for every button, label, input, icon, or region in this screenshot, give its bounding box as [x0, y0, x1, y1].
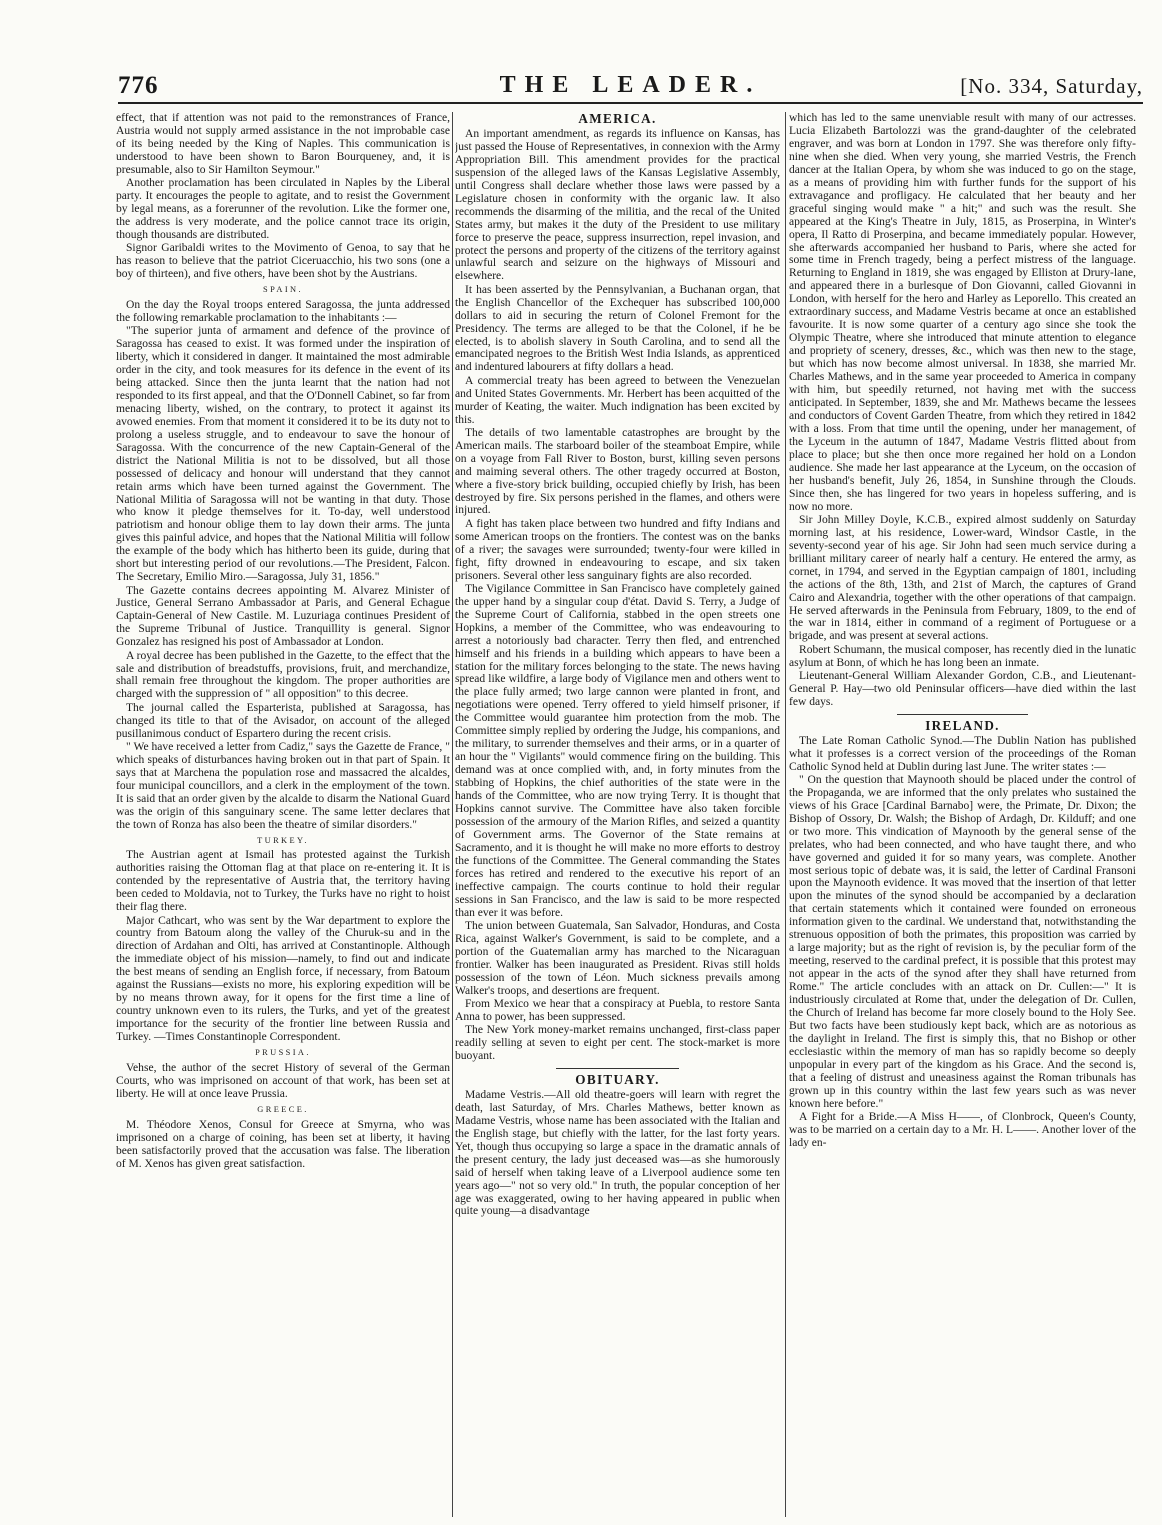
paragraph: A royal decree has been published in the Gazette, to the effect that the sale and distribution of breadstuffs, provisions, fruit, and merchandize, shall remain free throughout the kingdom. The proper authorities are charged with the suppression of " all opposition" to this decree. [116, 649, 450, 701]
section-divider [897, 714, 1029, 715]
paragraph: Sir John Milley Doyle, K.C.B., expired almost suddenly on Saturday morning last, at his residence, Lower-ward, Windsor Castle, in the seventy-second year of his age. Sir John had seen much service during a brilliant military career of nearly half a century. He entered the army, as cornet, in 1794, and served in the Egyptian campaign of 1801, including the actions of the 8th, 13th, and 21st of March, the captures of Grand Cairo and Alexandria, together with the other operations of that campaign. He served afterwards in the Peninsula from February, 1809, to the end of the war in 1814, either in command of a regiment of Portuguese or a brigade, and was present at several actions. [789, 513, 1136, 643]
section-subheading-turkey: TURKEY. [257, 835, 309, 845]
section-subheading-spain: SPAIN. [263, 284, 303, 294]
paragraph: Another proclamation has been circulated in Naples by the Liberal party. It encourages the people to agitate, and to resist the Government by legal means, as a forerunner of the revolution. Like the former one, the address is very moderate, and the police cannot trace its origin, though thousands are distributed. [116, 177, 450, 241]
paragraph: The Vigilance Committee in San Francisco have completely gained the upper hand by a singular coup d'état. David S. Terry, a Judge of the Supreme Court of California, stabbed in the open streets one Hopkins, a member of the Committee, who was endeavouring to arrest a notoriously bad character. Terry then fled, and entrenched himself and his friends in a building which appears to have been a station for the military forces belonging to the state. The news having spread like wildfire, a large body of Vigilance men and others went to the place fully armed; two large cannon were planted in front, and negotiations were opened. Terry offered to yield himself prisoner, if the Committee would guarantee him protection from the mob. The Committee simply replied by ordering the Judge, his companions, and the military, to surrender themselves and their arms, or in a quarter of an hour the " Vigilants" would commence firing on the building. This demand was at once complied with, and, in forty minutes from the stabbing of Hopkins, the chief authorities of the state were in the hands of the Committee, who are now trying Terry. It is thought that Hopkins cannot survive. The Committee have also taken forcible possession of the armoury of the Marion Rifles, and seized a quantity of Government arms. The Governor of the State remains at Sacramento, and it is thought he will make no more efforts to destroy the functions of the Committee. The General commanding the States forces has retired and rendered to the executive his report of an ineffective campaign. The courts continue to hold their regular sessions in San Francisco, and the law is said to be more respected than ever it was before. [455, 582, 780, 919]
section-divider [556, 1068, 680, 1069]
section-heading-ireland: IRELAND. [925, 717, 1000, 733]
paragraph: On the day the Royal troops entered Saragossa, the junta addressed the following remarkable proclamation to the inhabitants :— [116, 298, 450, 324]
paragraph: M. Théodore Xenos, Consul for Greece at Smyrna, who was imprisoned on a charge of coining, has been set at liberty, it having been satisfactorily proved that the accusation was false. The liberation of M. Xenos has given great satisfaction. [116, 1118, 450, 1170]
paragraph: The journal called the Esparterista, published at Saragossa, has changed its title to that of the Avisador, on account of the alleged pusillanimous conduct of Espartero during the recent crisis. [116, 701, 450, 740]
paragraph: Madame Vestris.—All old theatre-goers will learn with regret the death, last Saturday, of Mrs. Charles Mathews, better known as Madame Vestris, whose name has been associated with the Italian and the English stage, but chiefly with the latter, for the last forty years. Yet, though thus occupying so large a space in the dramatic annals of the present century, the lady just deceased was—as she humorously said of herself when taking leave of a Liverpool audience some ten years ago—" not so very old." In truth, the popular conception of her age was exaggerated, owing to her having appeared in public when quite young—a disadvantage [455, 1088, 780, 1218]
section-heading-obituary: OBITUARY. [575, 1071, 660, 1087]
paragraph: The Gazette contains decrees appointing M. Alvarez Minister of Justice, General Serrano Ambassador at Paris, and General Echague Captain-General of New Castile. M. Luzuriaga continues President of the Supreme Tribunal of Justice. Tranquillity is general. Signor Gonzalez has resigned his post of Ambassador at London. [116, 584, 450, 649]
paragraph: From Mexico we hear that a conspiracy at Puebla, to restore Santa Anna to power, has been suppressed. [455, 997, 780, 1023]
paragraph: Vehse, the author of the secret History of several of the German Courts, who was imprisoned on account of that work, has been set at liberty. He will at once leave Prussia. [116, 1062, 450, 1100]
paragraph: A commercial treaty has been agreed to between the Venezuelan and United States Governments. Mr. Herbert has been acquitted of the murder of Keating, the waiter. Much indignation has been excited by this. [455, 374, 780, 426]
paragraph: A Fight for a Bride.—A Miss H——, of Clonbrock, Queen's County, was to be married on a certain day to a Mr. H. L——. Another lover of the lady en- [789, 1110, 1136, 1149]
paragraph: Lieutenant-General William Alexander Gordon, C.B., and Lieutenant-General P. Hay—two old Peninsular officers—have died within the last few days. [789, 669, 1136, 708]
paragraph: which has led to the same unenviable result with many of our actresses. Lucia Elizabeth Bartolozzi was the grand-daughter of the celebrated engraver, and was born at London in 1797. She was therefore only fifty-nine when she died. When very young, she married Vestris, the French dancer at the Italian Opera, by whom she was induced to go on the stage, as a means of providing him with further funds for the support of his extravagance and profligacy. He calculated that her beauty and her graceful singing would make " a hit;" and such was the result. She appeared at the King's Theatre in July, 1815, as Proserpina, in Winter's opera, Il Ratto di Proserpina, and became immediately popular. However, she afterwards accompanied her husband to Paris, where she acted for some time in French tragedy, being a perfect mistress of the language. Returning to England in 1819, she was engaged by Elliston at Drury-lane, and appeared there in a burlesque of Don Giovanni, called Giovanni in London, with herself for the hero and Harley as Leporello. This created an extraordinary success, and Madame Vestris became at once an established favourite. It is now some quarter of a century ago since she took the Olympic Theatre, where she introduced that minute attention to elegance and propriety of scenery, dresses, &c., which was then new to the stage, but which has now become almost universal. In 1838, she married Mr. Charles Mathews, and in the same year proceeded to America in company with him, but speedily returned, not having met with the success anticipated. In September, 1839, she and Mr. Mathews became the lessees and conductors of Covent Garden Theatre, from which they retired in 1842 with a loss. From that time until the opening, under her management, of the Lyceum in the autumn of 1847, Madame Vestris flitted about from place to place; but she then once more regained her hold on a London audience. She made her last appearance at the Lyceum, on the occasion of her husband's benefit, July 26, 1854, in Sunshine through the Clouds. Since then, she has lingered for two years in hopeless suffering, and is now no more. [789, 112, 1136, 513]
paragraph: The Late Roman Catholic Synod.—The Dublin Nation has published what it professes is a correct version of the proceedings of the Roman Catholic Synod held at Dublin during last June. The writer states :— [789, 734, 1136, 773]
section-heading-america: AMERICA. [578, 112, 657, 126]
paragraph: Signor Garibaldi writes to the Movimento of Genoa, to say that he has reason to believe that the patriot Ciceruacchio, his two sons (one a boy of thirteen), and five others, have been shot by the Austrians. [116, 242, 450, 281]
paragraph: Major Cathcart, who was sent by the War department to explore the country from Batoum along the valley of the Churuk-su and in the direction of Ardahan and Olti, has arrived at Constantinople. Although the immediate object of his mission—namely, to find out and indicate the best means of sending an English force, if necessary, from Batoum against the Russians—exists no more, his exploring expedition will be by no means thrown away, for it opens for the first time a line of country unknown even to its rulers, the Turks, and yet of the greatest importance for the security of the frontier line between Russia and Turkey. —Times Constantinople Correspondent. [116, 914, 450, 1044]
issue-reference: [No. 334, Saturday, [960, 74, 1143, 98]
page-number: 776 [118, 72, 159, 99]
paragraph: "The superior junta of armament and defence of the province of Saragossa has ceased to exist. It was formed under the inspiration of liberty, which it considered in danger. It maintained the most admirable order in the city, and took measures for its defence in the event of its being attacked. Since then the junta learnt that the nation had not responded to its first appeal, and that the O'Donnell Cabinet, so far from menacing liberty, wished, on the contrary, to protect it against its avowed enemies. From that moment it considered it to be its duty not to prolong a useless struggle, and to endeavour to save the honour of Saragossa. With the concurrence of the new Captain-General of the district the National Militia is not to be dissolved, but all those possessed of delicacy and honour will understand that they cannot retain arms which have been turned against the Government. The National Militia of Saragossa will not be wanting in that duty. Those who know it pledge themselves for it. To-day, well understood patriotism and honour oblige them to lay down their arms. The junta gives this painful advice, and hopes that the National Militia will follow the example of the body which has hitherto been its guide, during that short but interesting period of our revolutions.—The President, Falcon. The Secretary, Emilio Miro.—Saragossa, July 31, 1856." [116, 325, 450, 584]
paragraph: effect, that if attention was not paid to the remonstrances of France, Austria would not supply armed assistance in the not improbable case of its being needed by the King of Naples. This communication is understood to have been shown to Baron Bourqueney, and, it is presumable, also to Sir Hamilton Seymour." [116, 112, 450, 176]
section-subheading-prussia: PRUSSIA. [255, 1048, 311, 1058]
paragraph: The union between Guatemala, San Salvador, Honduras, and Costa Rica, against Walker's Government, is said to be complete, and a portion of the Guatemalian army has marched to the Nicaraguan frontier. Walker has been inaugurated as President. Rivas still holds possession of the town of Léon. Much sickness prevails among Walker's troops, and desertions are frequent. [455, 919, 780, 997]
paragraph: The details of two lamentable catastrophes are brought by the American mails. The starboard boiler of the steamboat Empire, while on a voyage from Fall River to Boston, burst, killing seven persons and maiming several others. The other tragedy occurred at Boston, where a five-story brick building, occupied chiefly by Irish, has been destroyed by fire. Six persons perished in the flames, and others were injured. [455, 426, 780, 517]
paragraph: Robert Schumann, the musical composer, has recently died in the lunatic asylum at Bonn, of which he has long been an inmate. [789, 643, 1136, 669]
paragraph: It has been asserted by the Pennsylvanian, a Buchanan organ, that the English Chancellor of the Exchequer has subscribed 100,000 dollars to aid in securing the return of Colonel Fremont for the Presidency. The terms are alleged to be that the Colonel, if he be elected, is to abolish slavery in South Carolina, and to send all the emancipated negroes to the British West India Islands, as apprenticed and indentured labourers at fifty dollars a head. [455, 283, 780, 374]
paragraph: An important amendment, as regards its influence on Kansas, has just passed the House of Representatives, in connexion with the Army Appropriation Bill. This amendment provides for the practical suspension of the alleged laws of the Kansas Legislative Assembly, until Congress shall declare whether those laws were passed by a Legislature chosen in conformity with the organic law. It also recommends the disarming of the militia, and the recal of the United States army, but makes it the duty of the President to use military force to preserve the peace, suppress insurrection, repel invasion, and protect the persons and property of the citizens of the territory against unlawful search and seizure on the highways of Missouri and elsewhere. [455, 127, 780, 283]
column-2 [455, 112, 780, 1517]
section-subheading-greece: GREECE. [257, 1104, 309, 1114]
column-1 [116, 112, 450, 1517]
paragraph: The New York money-market remains unchanged, first-class paper readily selling at seven to eight per cent. The stock-market is more buoyant. [455, 1024, 780, 1062]
paragraph: " We have received a letter from Cadiz," says the Gazette de France, " which speaks of disturbances having broken out in that part of Spain. It says that at Marchena the population rose and massacred the alcaldes, four municipal councillors, and a clerk in the employment of the town. It is said that an order given by the alcalde to disarm the National Guard was the origin of this sanguinary scene. The same letter declares that the town of Ronza has also been the theatre of similar disorders." [116, 740, 450, 831]
column-rule-right [785, 112, 786, 1517]
paragraph: A fight has taken place between two hundred and fifty Indians and some American troops on the frontiers. The contest was on the banks of a river; the savages were surrounded; twenty-four were killed in fight, fifty drowned in endeavouring to escape, and six taken prisoners. Several other less sanguinary fights are also recorded. [455, 517, 780, 582]
column-3 [789, 112, 1136, 1517]
masthead [118, 72, 1143, 104]
column-rule-left [452, 112, 453, 1517]
publication-title: THE LEADER. [499, 72, 762, 98]
paragraph: The Austrian agent at Ismail has protested against the Turkish authorities raising the Ottoman flag at that place on re-entering it. It is contended by the representative of Austria that, the territory having been ceded to Moldavia, not to Turkey, the Turks have no right to hoist their flag there. [116, 849, 450, 914]
paragraph: " On the question that Maynooth should be placed under the control of the Propaganda, we are informed that the only prelates who sustained the views of his Grace [Cardinal Barnabo] were, the Primate, Dr. Dixon; the Bishop of Ossory, Dr. Walsh; the Bishop of Ardagh, Dr. Kilduff; and one or two more. This vindication of Maynooth by the general sense of the prelates, who had been connected, and who have taught there, and who have governed and guided it for so many years, was complete. Another most serious topic of debate was, it is said, the letter of Cardinal Fransoni upon the Maynooth evidence. It was moved that the insertion of that letter upon the minutes of the synod should be accompanied by a declaration that certain statements which it contained were founded on erroneous information given to the cardinal. We understand that, notwithstanding the strenuous opposition of both the primates, this proposition was carried by a large majority; but as the right of revision is, by the peculiar form of the meeting, reserved to the cardinal prefect, it is possible that this protest may not appear in the acts of the synod after they shall have returned from Rome." The article concludes with an attack on Dr. Cullen:—" It is industriously circulated at Rome that, under the delegation of Dr. Cullen, the Church of Ireland has become far more closely bound to the Holy See. But two facts have been studiously kept back, which are as notorious as the daylight in Ireland. The first is simply this, that no Bishop or other ecclesiastic within the memory of man has so rapidly become so deeply unpopular in every part of the kingdom as his Grace. And the second is, that a feeling of distrust and uneasiness against the Roman tribunals has grown up in this country within the last few years such as was never known here before." [789, 773, 1136, 1110]
